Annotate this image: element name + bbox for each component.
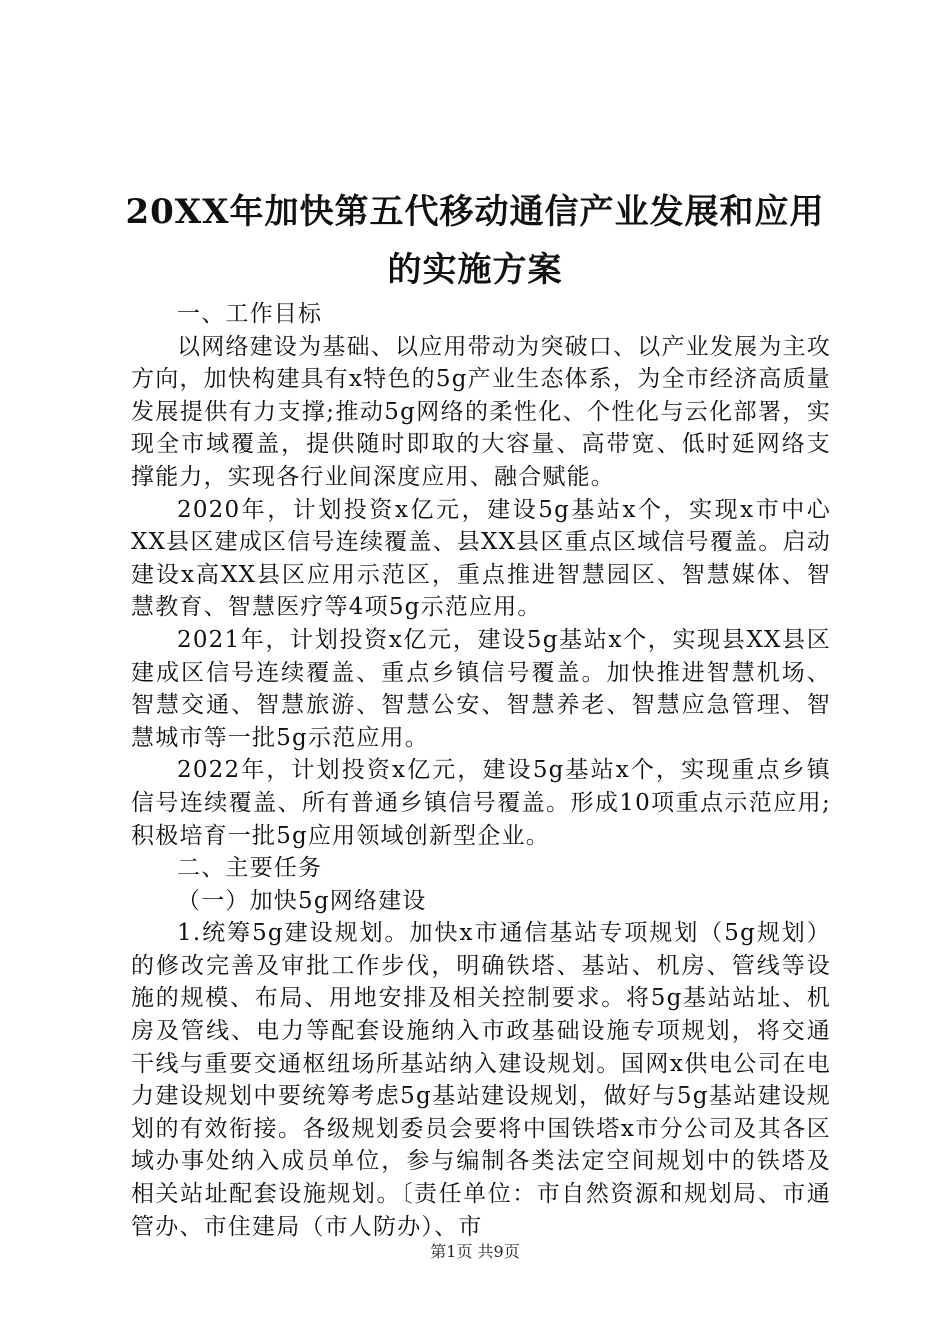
subsection-heading-5g-network: （一）加快5g网络建设: [177, 887, 427, 914]
page-footer: 第1页 共9页: [430, 1242, 520, 1261]
document-title-line-1: 20XX年加快第五代移动通信产业发展和应用: [125, 192, 825, 232]
section-heading-goals: 一、工作目标: [177, 301, 323, 327]
document-body: [131, 298, 831, 1243]
paragraph-task-1: 1.统筹5g建设规划。加快x市通信基站专项规划（5g规划）的修改完善及审批工作步伐，明确铁塔、基站、机房、管线等设施的规模、布局、用地安排及相关控制要求。将5g基站站址、机房及管线、电力等配套设施纳入市政基础设施专项规划，将交通干线与重要交通枢纽场所基站纳入建设规划。国网x供电公司在电力建设规划中要统筹考虑5g基站建设规划，做好与5g基站建设规划的有效衔接。各级规划委员会要将中国铁塔x市分公司及其各区域办事处纳入成员单位，参与编制各类法定空间规划中的铁塔及相关站址配套设施规划。〔责任单位：市自然资源和规划局、市通管办、市住建局（市人防办）、市: [131, 920, 831, 1240]
document-title-line-2: 的实施方案: [387, 250, 563, 290]
paragraph-2020: 2020年，计划投资x亿元，建设5g基站x个，实现x市中心XX县区建成区信号连续覆盖、县XX县区重点区域信号覆盖。启动建设x高XX县区应用示范区，重点推进智慧园区、智慧媒体、智慧教育、智慧医疗等4项5g示范应用。: [131, 496, 831, 621]
paragraph-2021: 2021年，计划投资x亿元，建设5g基站x个，实现县XX县区建成区信号连续覆盖、重点乡镇信号覆盖。加快推进智慧机场、智慧交通、智慧旅游、智慧公安、智慧养老、智慧应急管理、智慧城市等一批5g示范应用。: [131, 626, 831, 751]
paragraph-goals-intro: 以网络建设为基础、以应用带动为突破口、以产业发展为主攻方向，加快构建具有x特色的5g产业生态体系，为全市经济高质量发展提供有力支撑;推动5g网络的柔性化、个性化与云化部署，实现全市域覆盖，提供随时即取的大容量、高带宽、低时延网络支撑能力，实现各行业间深度应用、融合赋能。: [131, 333, 831, 490]
paragraph-2022: 2022年，计划投资x亿元，建设5g基站x个，实现重点乡镇信号连续覆盖、所有普通乡镇信号覆盖。形成10项重点示范应用;积极培育一批5g应用领域创新型企业。: [131, 757, 831, 849]
section-heading-tasks: 二、主要任务: [177, 855, 323, 882]
